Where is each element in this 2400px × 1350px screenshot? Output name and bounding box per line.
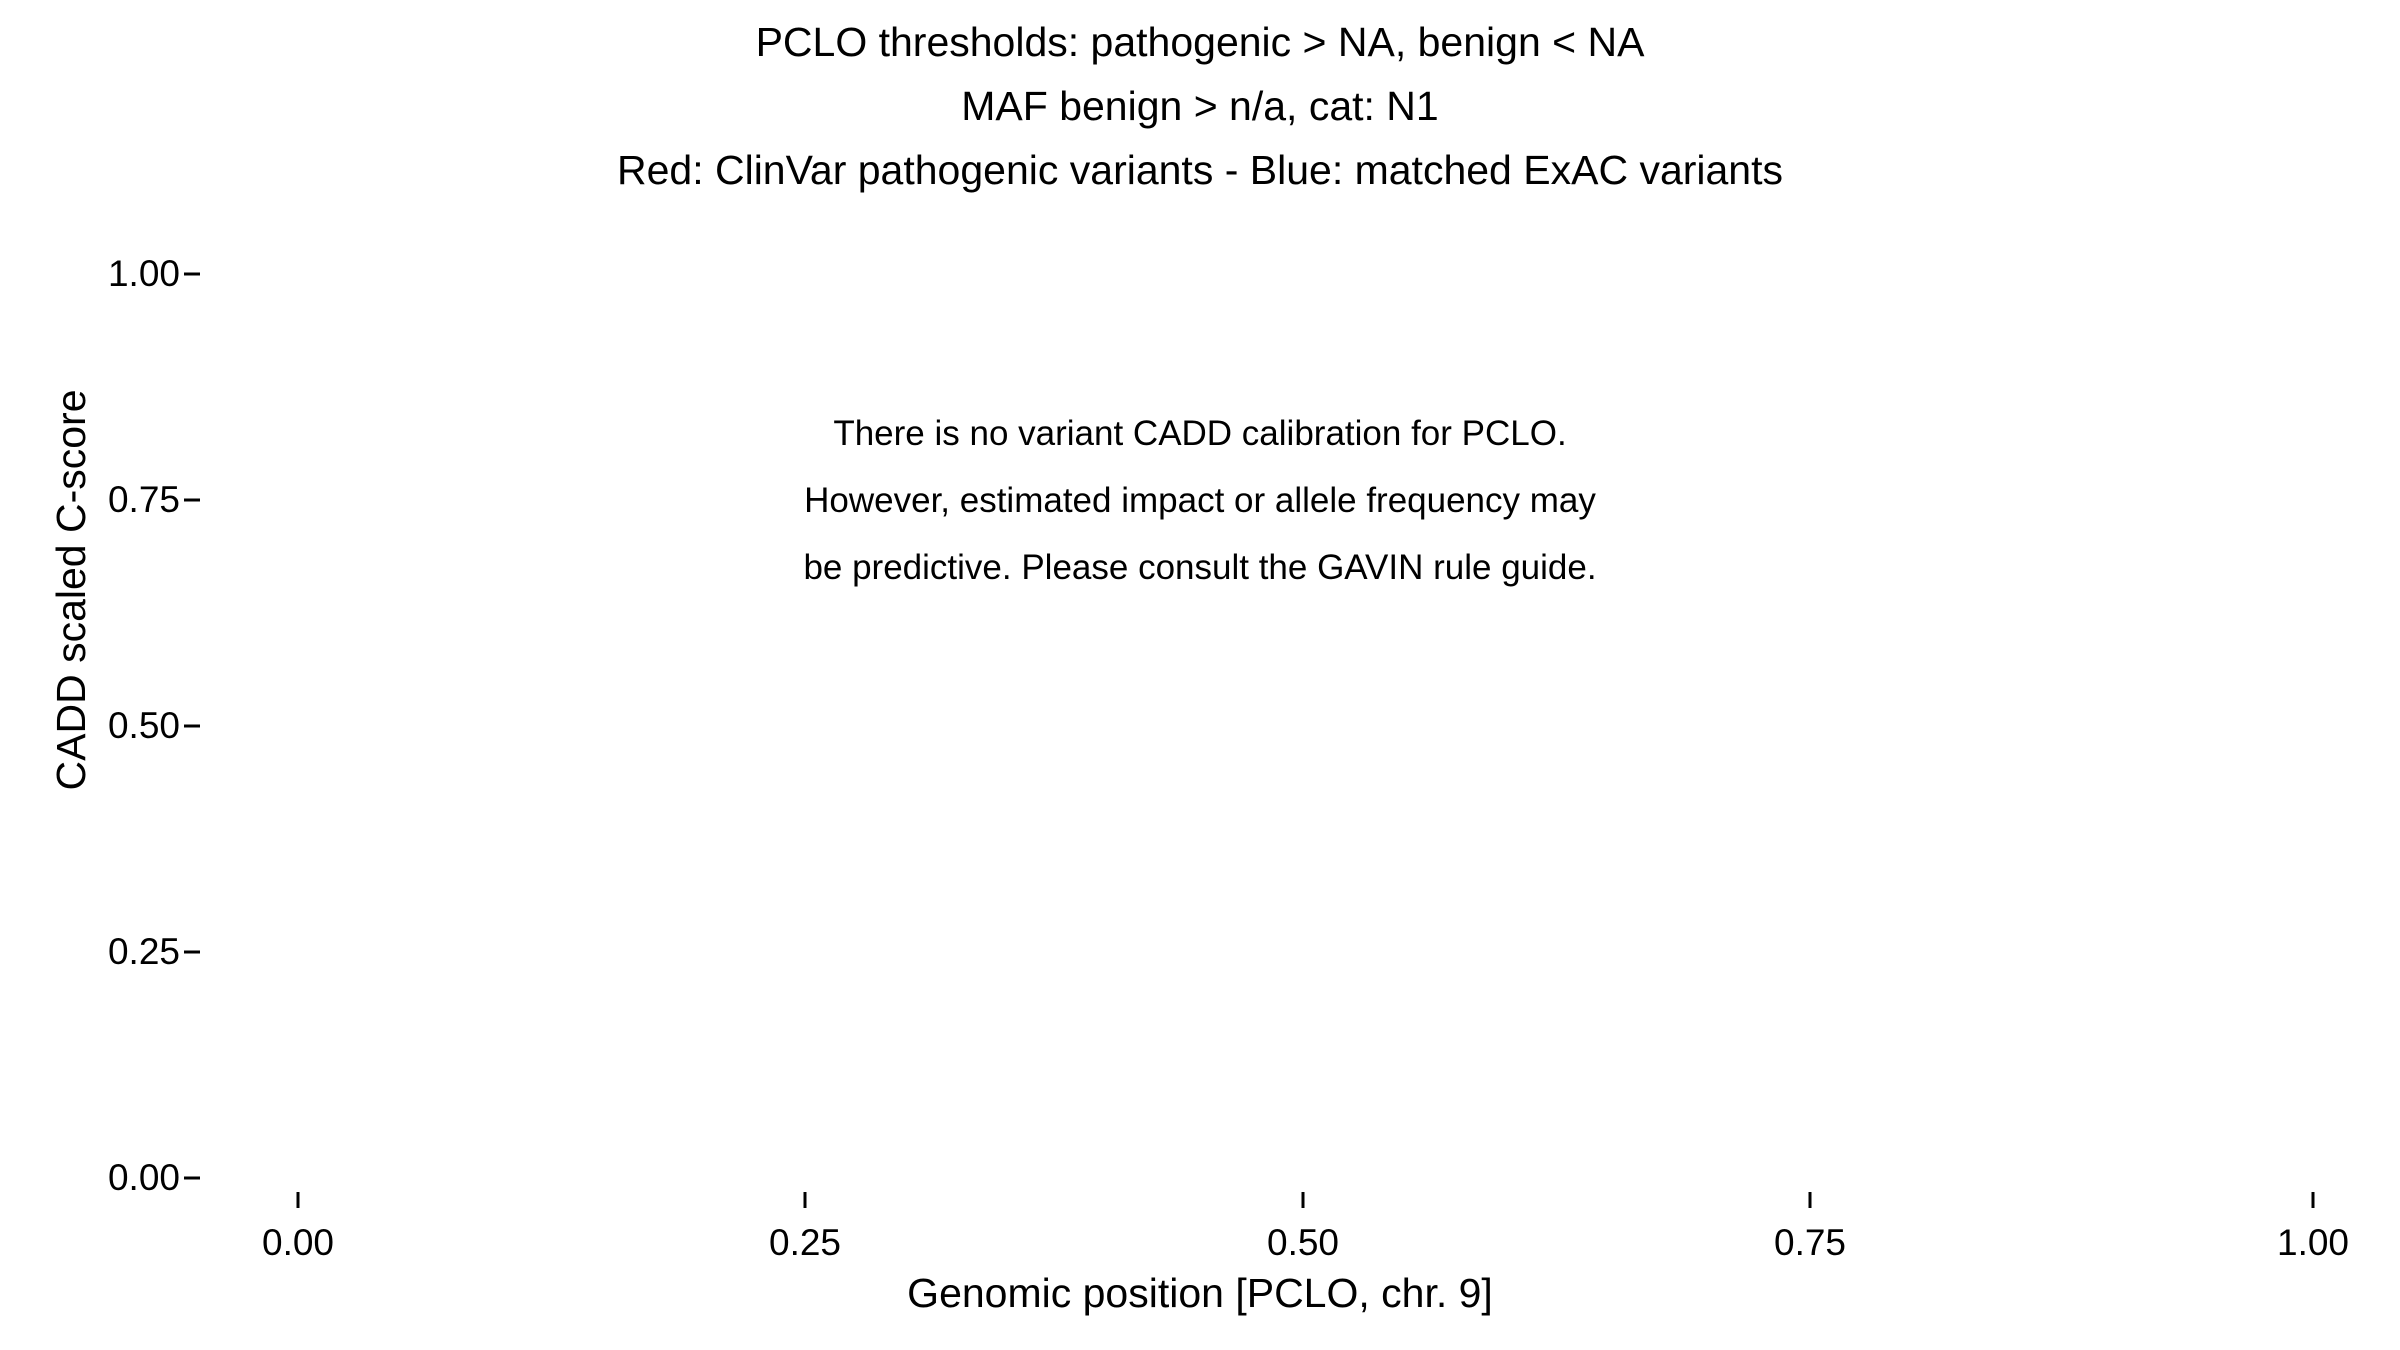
y-tick-mark-0.25: [184, 951, 200, 954]
x-tick-label-0.75: 0.75: [1773, 1222, 1847, 1263]
y-tick-label-0.75: 0.75: [107, 479, 180, 520]
y-tick-mark-0.75: [184, 499, 200, 502]
chart-title-line-1: PCLO thresholds: pathogenic > NA, benign < NA: [755, 19, 1645, 65]
x-tick-mark-1.00: [2312, 1192, 2315, 1208]
chart-title-line-3: Red: ClinVar pathogenic variants - Blue: matched ExAC variants: [616, 147, 1784, 193]
y-tick-label-0.50: 0.50: [107, 705, 180, 746]
annotation-line-3: be predictive. Please consult the GAVIN rule guide.: [803, 548, 1597, 587]
x-tick-mark-0.50: [1302, 1192, 1305, 1208]
y-tick-label-1.00: 1.00: [107, 253, 180, 294]
y-tick-mark-1.00: [184, 273, 200, 276]
x-tick-mark-0.75: [1809, 1192, 1812, 1208]
chart-annotation: [300, 400, 2100, 601]
annotation-line-1: There is no variant CADD calibration for PCLO.: [833, 414, 1567, 453]
x-tick-label-1.00: 1.00: [2276, 1222, 2350, 1263]
x-axis-label: Genomic position [PCLO, chr. 9]: [907, 1270, 1493, 1316]
chart-title-line-2: MAF benign > n/a, cat: N1: [961, 83, 1439, 129]
y-tick-mark-0.50: [184, 725, 200, 728]
chart-title: [0, 10, 2400, 202]
x-tick-mark-0.25: [804, 1192, 807, 1208]
y-tick-label-0.00: 0.00: [107, 1157, 180, 1198]
x-tick-mark-0.00: [297, 1192, 300, 1208]
y-tick-mark-0.00: [184, 1177, 200, 1180]
x-tick-label-0.50: 0.50: [1266, 1222, 1340, 1263]
x-tick-label-0.25: 0.25: [768, 1222, 842, 1263]
annotation-line-2: However, estimated impact or allele frequency may: [804, 481, 1596, 520]
y-axis-label: CADD scaled C-score: [48, 389, 94, 791]
x-tick-label-0.00: 0.00: [261, 1222, 335, 1263]
y-tick-label-0.25: 0.25: [107, 931, 180, 972]
